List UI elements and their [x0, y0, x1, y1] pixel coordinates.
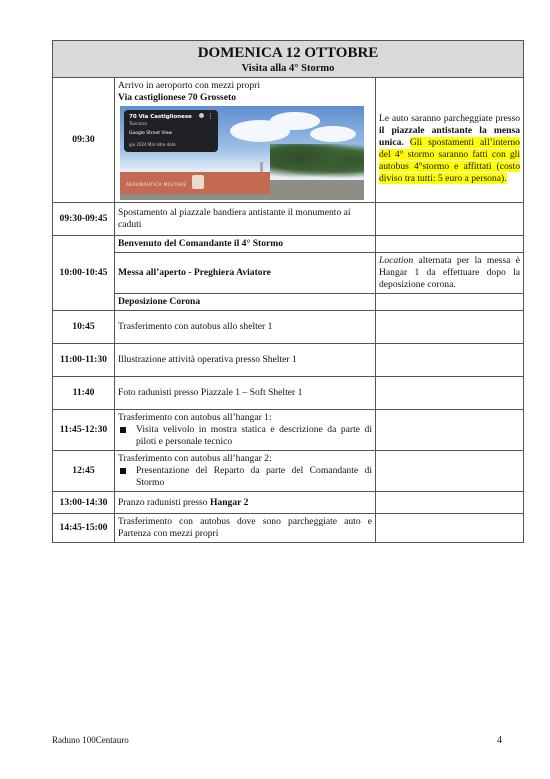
note-cell: [376, 311, 524, 344]
time-cell: 11:00-11:30: [53, 344, 115, 377]
time-cell: 11:45-12:30: [53, 410, 115, 451]
street-view-address: 70 Via Castiglionese: [129, 114, 192, 121]
note-cell: [376, 410, 524, 451]
bullet-list: [118, 465, 372, 489]
page-number: 4: [497, 735, 502, 746]
activity-cell: Trasferimento con autobus allo shelter 1: [115, 311, 376, 344]
transfer-text: Trasferimento con autobus all’hangar 1:: [118, 412, 272, 424]
street-view-region: Toscana: [129, 122, 147, 128]
activity-cell: Benvenuto del Comandante il 4° Stormo: [115, 236, 376, 253]
note-cell: [376, 253, 524, 294]
pin-icon: [199, 113, 204, 118]
activity-cell: [115, 78, 376, 203]
time-cell: 14:45-15:00: [53, 514, 115, 543]
activity-cell: Trasferimento con autobus dove sono parcheggiate auto e Partenza con mezzi propri: [115, 514, 376, 543]
time-cell: 13:00-14:30: [53, 492, 115, 514]
lunch-location: Hangar 2: [209, 496, 249, 508]
lunch-text: Pranzo radunisti presso: [118, 496, 210, 508]
table-row: [53, 492, 524, 514]
schedule-page: [52, 40, 524, 543]
time-cell: 09:30-09:45: [53, 203, 115, 236]
table-row: [53, 451, 524, 492]
time-cell: 11:40: [53, 377, 115, 410]
table-row: [53, 410, 524, 451]
note-cell: [376, 514, 524, 543]
note-cell: [376, 377, 524, 410]
note-cell: [376, 203, 524, 236]
location-note: alternata per la messa è Hangar 1 da effettuare dopo la deposizione corona.: [379, 255, 520, 291]
activity-cell: Messa all’aperto - Preghiera Aviatore: [115, 253, 376, 294]
activity-cell: [115, 410, 376, 451]
wall-sign: AERONAUTICA MILITARE: [126, 183, 187, 189]
bullet-list: [118, 424, 372, 448]
cloud: [310, 126, 356, 142]
activity-cell: Deposizione Corona: [115, 294, 376, 311]
time-cell: 12:45: [53, 451, 115, 492]
table-row: [53, 203, 524, 236]
table-row: [53, 344, 524, 377]
street-view-brand: Google Street View: [129, 131, 173, 137]
activity-cell: [115, 492, 376, 514]
table-row: [53, 253, 524, 294]
bullet-item: Presentazione del Reparto da parte del Comandante di Stormo: [118, 465, 372, 489]
visit-subtitle: Visita alla 4° Stormo: [241, 63, 335, 74]
note-cell: [376, 492, 524, 514]
entrance-wall: [120, 172, 270, 194]
street-view-photo: [120, 106, 364, 200]
note-cell: [376, 294, 524, 311]
arrival-address: Via castiglionese 70 Grosseto: [118, 92, 237, 104]
wall-emblem: [192, 175, 204, 189]
cloud: [270, 112, 320, 130]
time-cell: 10:00-10:45: [53, 236, 115, 311]
time-cell: 10:45: [53, 311, 115, 344]
table-row: [53, 78, 524, 203]
activity-cell: [115, 451, 376, 492]
note-cell: [376, 344, 524, 377]
more-icon: ⋮: [207, 112, 214, 121]
schedule-table: [52, 40, 524, 543]
location-note-italic: Location: [379, 255, 414, 267]
activity-cell: Spostamento al piazzale bandiera antistante il monumento ai caduti: [115, 203, 376, 236]
table-row: [53, 294, 524, 311]
street-view-card: [124, 110, 218, 152]
table-row: [53, 377, 524, 410]
table-header: [53, 41, 524, 78]
transport-note-highlight: Gli spostamenti all’interno del 4° stormo saranno fatti con gli autobus 4°stormo e affittati (costo diviso tra tutti: 5 euro a persona).: [379, 137, 520, 185]
note-cell: [376, 451, 524, 492]
arrival-text: Arrivo in aeroporto con mezzi propri: [118, 80, 260, 92]
table-row: [53, 514, 524, 543]
table-row: [53, 311, 524, 344]
parking-note-bold: il piazzale antistante la mensa unica.: [379, 125, 520, 149]
time-cell: 09:30: [53, 78, 115, 203]
activity-cell: Illustrazione attività operativa presso Shelter 1: [115, 344, 376, 377]
parking-note: Le auto saranno parcheggiate presso: [379, 113, 520, 125]
table-row: [53, 236, 524, 253]
bullet-item: Visita velivolo in mostra statica e descrizione da parte di piloti e personale tecnico: [118, 424, 372, 448]
day-title: DOMENICA 12 OTTOBRE: [197, 45, 379, 61]
activity-cell: Foto radunisti presso Piazzale 1 – Soft Shelter 1: [115, 377, 376, 410]
trees: [270, 144, 364, 178]
note-cell: [376, 78, 524, 203]
transfer-text: Trasferimento con autobus all’hangar 2:: [118, 453, 272, 465]
note-cell: [376, 236, 524, 253]
footer-title: Raduno 100Centauro: [52, 735, 129, 745]
street-view-date: giu 2024 Mal altre date: [129, 142, 176, 148]
